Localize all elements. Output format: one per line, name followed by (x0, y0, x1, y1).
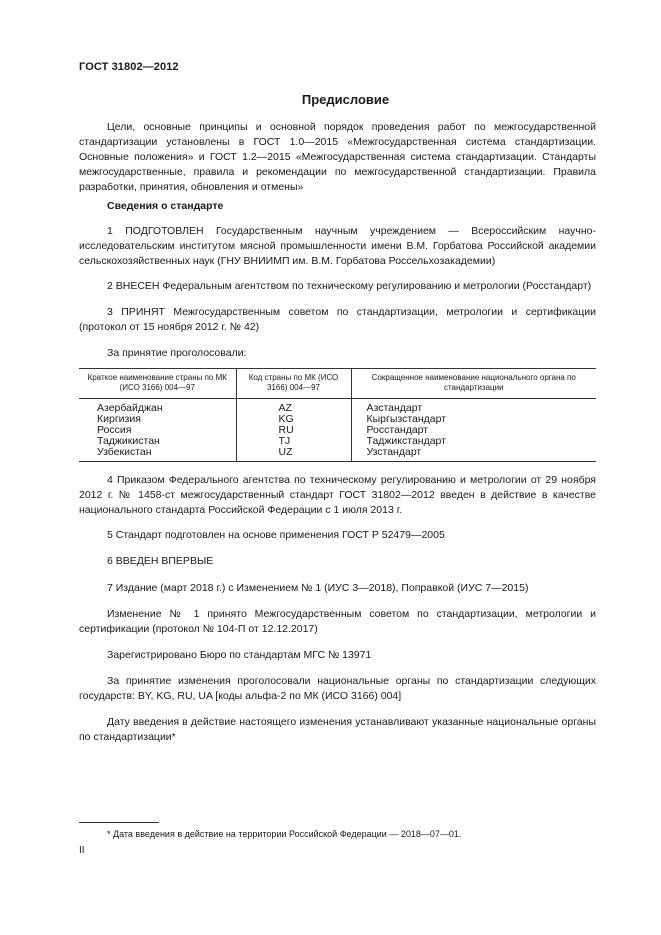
table-cell: Узбекистан (97, 446, 152, 458)
column-header-country: Краткое наименование страны по МК (ИСО 3166) 004—97 (79, 369, 236, 399)
table-cell: Узстандарт (366, 446, 422, 458)
page-number: II (79, 845, 85, 856)
item-basis: 5 Стандарт подготовлен на основе применения ГОСТ Р 52479—2005 (107, 529, 445, 541)
table-cell: Таджикистан (97, 435, 160, 447)
voted-label: За принятие проголосовали: (107, 347, 247, 359)
table-cell: Азстандарт (366, 402, 423, 414)
table-cell: UZ (278, 446, 293, 458)
section-heading: Сведения о стандарте (107, 200, 224, 212)
table-header-row (79, 369, 596, 399)
item-enacted: 4 Приказом Федерального агентства по техническому регулированию и метрологии от 29 ноября 2012 г. № 1458-ст межгосударственный стандарт ГОСТ 31802—2012 введен в действие в качестве национального стандарта Российской Федерации с 1 июля 2013 г. (79, 474, 596, 516)
table-cell: Азербайджан (97, 402, 163, 414)
table-cell: KG (278, 413, 294, 425)
table-cell: RU (278, 424, 294, 436)
column-header-body: Сокращенное наименование национального органа по стандартизации (351, 369, 596, 399)
registration-paragraph: Зарегистрировано Бюро по стандартам МГС № 13971 (107, 649, 372, 661)
table-cell: Росстандарт (366, 424, 429, 436)
code-column (236, 399, 351, 462)
table-cell: Кыргызстандарт (366, 413, 447, 425)
table-body-row (79, 399, 596, 462)
table-cell: Россия (97, 424, 132, 436)
footnote: * Дата введения в действие на территории Российской Федерации — 2018—07—01. (107, 829, 462, 839)
body-column (351, 399, 596, 462)
table-cell: TJ (278, 435, 291, 447)
standard-number: ГОСТ 31802—2012 (79, 61, 179, 73)
item-edition: 7 Издание (март 2018 г.) с Изменением № 1 (ИУС 3—2018), Поправкой (ИУС 7—2015) (107, 582, 529, 594)
states-paragraph: За принятие изменения проголосовали национальные органы по стандартизации следующих государств: BY, KG, RU, UA [коды альфа-2 по МК (ИСО 3166) 004] (79, 675, 596, 702)
table-cell: AZ (278, 402, 292, 414)
item-adopted: 3 ПРИНЯТ Межгосударственным советом по стандартизации, метрологии и сертификации (протокол от 15 ноября 2012 г. № 42) (79, 306, 596, 333)
table-cell: Киргизия (97, 413, 141, 425)
footnote-divider (79, 822, 159, 823)
voting-table (79, 368, 596, 462)
column-header-code: Код страны по МК (ИСО 3166) 004—97 (236, 369, 351, 399)
item-first: 6 ВВЕДЕН ВПЕРВЫЕ (107, 555, 214, 567)
table-cell: Таджикстандарт (366, 435, 446, 447)
intro-paragraph: Цели, основные принципы и основной порядок проведения работ по межгосударственной стандартизации установлены в ГОСТ 1.0—2015 «Межгосударственная система стандартизации. Основные положения» и ГОСТ 1.2—2015 «Межгосударственная система стандартизации. Стандарты межгосударственные, правила и рекомендации по межгосударственной стандартизации. Правила разработки, принятия, обновления и отмены» (79, 121, 596, 193)
item-introduced: 2 ВНЕСЕН Федеральным агентством по техническому регулированию и метрологии (Росстандарт) (107, 280, 592, 292)
country-column (79, 399, 236, 462)
item-prepared: 1 ПОДГОТОВЛЕН Государственным научным учреждением — Всероссийским научно-исследовательским институтом мясной промышленности имени В.М. Горбатова Российской академии сельскохозяйственных наук (ГНУ ВНИИМП им. В.М. Горбатова Россельхозакадемии) (79, 225, 596, 267)
page-title: Предисловие (301, 92, 390, 107)
amendment-paragraph: Изменение № 1 принято Межгосударственным советом по стандартизации, метрологии и сертификации (протокол № 104-П от 12.12.2017) (79, 608, 596, 635)
date-paragraph: Дату введения в действие настоящего изменения устанавливают указанные национальные органы по стандартизации* (79, 716, 596, 743)
